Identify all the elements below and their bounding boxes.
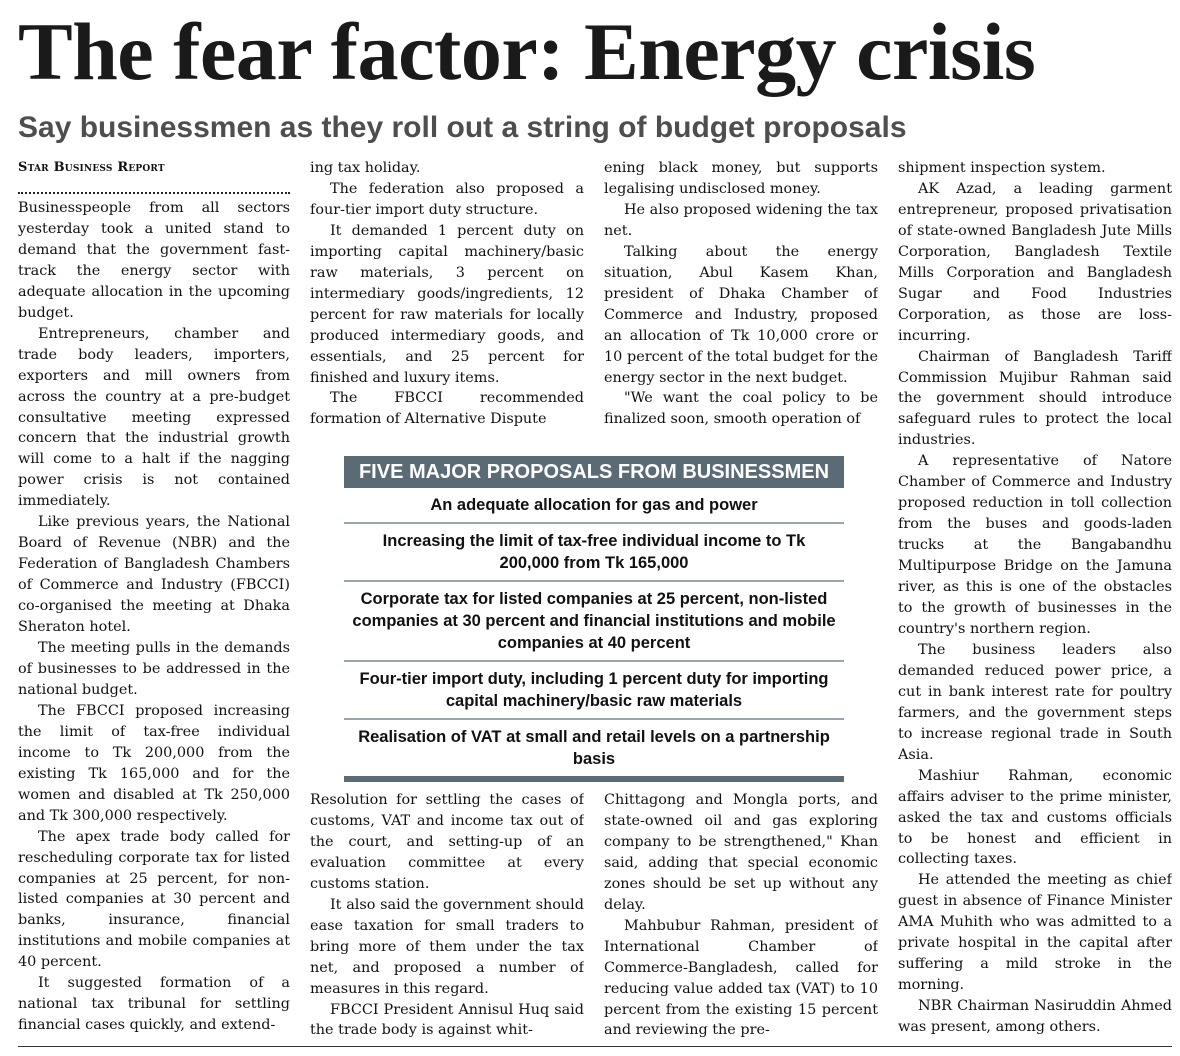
byline: Star Business Report: [18, 160, 165, 175]
paragraph: The FBCCI recommended formation of Alternative Dispute: [310, 390, 584, 428]
paragraph: Chairman of Bangladesh Tariff Commission Mujibur Rahman said the government should introduce safeguard rules to protect the local industries.: [898, 348, 1172, 449]
article-column-3-bottom: [604, 790, 878, 1044]
paragraph: He also proposed widening the tax net.: [604, 201, 878, 239]
paragraph: Entrepreneurs, chamber and trade body leaders, importers, exporters and mill owners from across the country at a pre-budget consultative meeting expressed concern that the industrial growth will come to a halt if the nagging power crisis is not contained immediately.: [18, 325, 290, 510]
bottom-rule: [18, 1046, 1172, 1047]
proposals-box: [344, 456, 844, 782]
paragraph: "We want the coal policy to be finalized soon, smooth operation of: [604, 390, 878, 428]
article-column-4: [898, 158, 1172, 1044]
paragraph: Mashiur Rahman, economic affairs adviser to the prime minister, asked the tax and customs officials to be honest and efficient in collecting taxes.: [898, 767, 1172, 868]
proposal-item: An adequate allocation for gas and power: [344, 488, 844, 524]
proposal-item: Realisation of VAT at small and retail levels on a partnership basis: [344, 720, 844, 782]
paragraph: Chittagong and Mongla ports, and state-owned oil and gas exploring company to be strengthened," Khan said, adding that special economic zones should be set up without any delay.: [604, 792, 878, 913]
paragraph: Talking about the energy situation, Abul Kasem Khan, president of Dhaka Chamber of Commerce and Industry, proposed an allocation of Tk 10,000 crore or 10 percent of the total budget for the energy sector in the next budget.: [604, 243, 878, 386]
proposals-box-title: FIVE MAJOR PROPOSALS FROM BUSINESSMEN: [344, 456, 844, 488]
paragraph: NBR Chairman Nasiruddin Ahmed was present, among others.: [898, 998, 1172, 1036]
paragraph: Businesspeople from all sectors yesterday took a united stand to demand that the government fast-track the energy sector with adequate allocation in the upcoming budget.: [18, 200, 290, 321]
paragraph: It demanded 1 percent duty on importing capital machinery/basic raw materials, 3 percent on intermediary goods/ingredients, 12 percent for raw materials for locally produced intermediary goods, and essentials, and 25 percent for finished and luxury items.: [310, 222, 584, 386]
paragraph: Resolution for settling the cases of customs, VAT and income tax out of the court, and setting-up of an evaluation committee at every customs station.: [310, 792, 584, 892]
article-column-3-top: [604, 158, 878, 428]
paragraph: Mahbubur Rahman, president of International Chamber of Commerce-Bangladesh, called for reducing value added tax (VAT) to 10 percent from the existing 15 percent and reviewing the pre-: [604, 917, 878, 1039]
proposal-item: Increasing the limit of tax-free individual income to Tk 200,000 from Tk 165,000: [344, 524, 844, 582]
paragraph: AK Azad, a leading garment entrepreneur, proposed privatisation of state-owned Bangladesh Jute Mills Corporation, Bangladesh Textile Mills Corporation and Bangladesh Sugar and Food Industries Corporation, as those are loss-incurring.: [898, 180, 1172, 344]
byline-divider: [18, 178, 290, 194]
proposal-item: Corporate tax for listed companies at 25 percent, non-listed companies at 30 percent and financial institutions and mobile companies at 40 percent: [344, 582, 844, 662]
proposal-item: Four-tier import duty, including 1 percent duty for importing capital machinery/basic raw materials: [344, 662, 844, 720]
article-column-2-bottom: [310, 790, 584, 1044]
paragraph: The apex trade body called for rescheduling corporate tax for listed companies at 25 percent, for non-listed companies at 30 percent and banks, insurance, financial institutions and mobile companies at 40 percent.: [18, 828, 290, 971]
paragraph: A representative of Natore Chamber of Commerce and Industry proposed reduction in toll collection from the buses and goods-laden trucks at the Bangabandhu Multipurpose Bridge on the Jamuna river, as this is one of the obstacles to the growth of businesses in the country's northern region.: [898, 453, 1172, 637]
paragraph: ing tax holiday.: [310, 160, 421, 176]
subheadline: Say businessmen as they roll out a string of budget proposals: [18, 111, 907, 144]
paragraph: The federation also proposed a four-tier import duty structure.: [310, 180, 584, 218]
paragraph: FBCCI President Annisul Huq said the trade body is against whit-: [310, 1001, 584, 1039]
paragraph: The meeting pulls in the demands of businesses to be addressed in the national budget.: [18, 640, 290, 698]
article-column-1: [18, 158, 290, 1044]
paragraph: ening black money, but supports legalising undisclosed money.: [604, 160, 878, 197]
paragraph: The FBCCI proposed increasing the limit of tax-free individual income to Tk 200,000 from the existing Tk 165,000 and for the women and disabled at Tk 250,000 and Tk 300,000 respectively.: [18, 702, 290, 824]
article-column-2-top: [310, 158, 584, 428]
paragraph: He attended the meeting as chief guest in absence of Finance Minister AMA Muhith who was admitted to a private hospital in the capital after suffering a mild stroke in the morning.: [898, 872, 1172, 994]
paragraph: The business leaders also demanded reduced power price, a cut in bank interest rate for poultry farmers, and the government steps to increase regional trade in South Asia.: [898, 641, 1172, 763]
headline: The fear factor: Energy crisis: [18, 6, 1036, 97]
paragraph: shipment inspection system.: [898, 160, 1106, 176]
paragraph: It suggested formation of a national tax tribunal for settling financial cases quickly, and extend-: [18, 975, 290, 1034]
paragraph: Like previous years, the National Board of Revenue (NBR) and the Federation of Bangladesh Chambers of Commerce and Industry (FBCCI) co-organised the meeting at Dhaka Sheraton hotel.: [18, 514, 290, 636]
paragraph: It also said the government should ease taxation for small traders to bring more of them under the tax net, and proposed a number of measures in this regard.: [310, 896, 584, 997]
